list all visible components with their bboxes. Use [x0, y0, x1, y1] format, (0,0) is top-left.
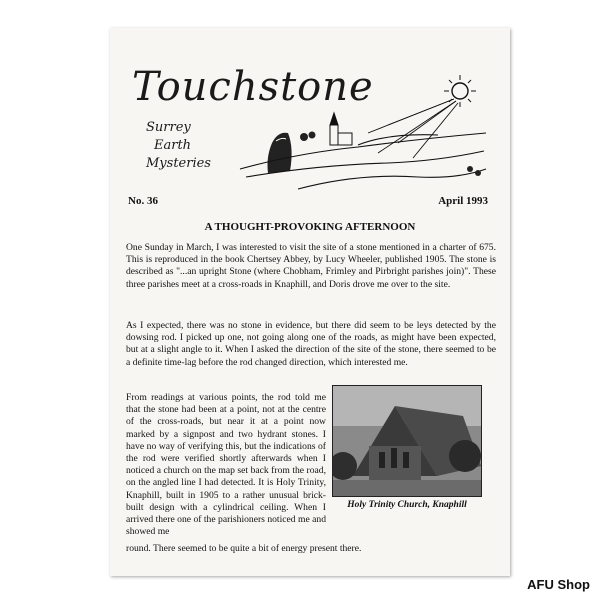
issue-number: No. 36: [128, 195, 158, 207]
church-icon: [330, 113, 352, 145]
masthead: [110, 28, 510, 188]
masthead-subtitle-line-1: Surrey: [146, 120, 191, 135]
article-paragraph-1: One Sunday in March, I was interested to visit the site of a stone mentioned in a charter of 675. This is reproduced in the book Chertsey Abbey, by Lucy Wheeler, published 1905. The stone is described as "...an upright Stone (where Chobham, Frimley and Pirbright parishes join)". These three parishes meet at a cross-roads in Knaphill, and Doris drove me over to the site.: [126, 242, 496, 290]
tree-icons: [300, 132, 481, 177]
standing-stone-icon: [268, 133, 292, 173]
article-paragraph-4: round. There seemed to be quite a bit of energy present there.: [126, 543, 362, 554]
photo-caption: Holy Trinity Church, Knaphill: [347, 500, 467, 510]
article-paragraph-3: From readings at various points, the rod told me that the stone had been at a point, not at the centre of the cross-roads, but near it at a point now marked by a signpost and two hydrant stones. I have no way of verifying this, but the indications of the rod were verified shortly afterwards when I noticed a church on the map set back from the road, on the angled line I had detected. It is Holy Trinity, Knaphill, built in 1905 to a rather unusual brick-built design with a cylindrical ceiling. When I arrived there one of the parishioners noticed me and showed me: [126, 392, 326, 538]
church-photo-image: [333, 386, 481, 496]
church-photo: [332, 385, 482, 497]
masthead-subtitle-line-2: Earth: [154, 138, 192, 153]
sun-ray-lines: [368, 99, 458, 158]
masthead-subtitle-line-3: Mysteries: [146, 156, 211, 171]
shop-watermark-label: AFU Shop: [527, 577, 590, 592]
landscape-illustration: [238, 73, 488, 193]
issue-date: April 1993: [438, 195, 488, 207]
article-paragraph-2: As I expected, there was no stone in evidence, but there did seem to be leys detected by the dowsing rod. I picked up one, not going along one of the roads, as might have been expected, but at a slight angle to it. When I asked the direction of the site of the stone, there seemed to be a definite time-lag before the rod changed direction, which interested me.: [126, 320, 496, 368]
newsletter-page: [110, 28, 510, 576]
sun-icon: [444, 75, 476, 107]
masthead-title: Touchstone: [132, 64, 374, 110]
article-headline: A THOUGHT-PROVOKING AFTERNOON: [204, 221, 416, 233]
